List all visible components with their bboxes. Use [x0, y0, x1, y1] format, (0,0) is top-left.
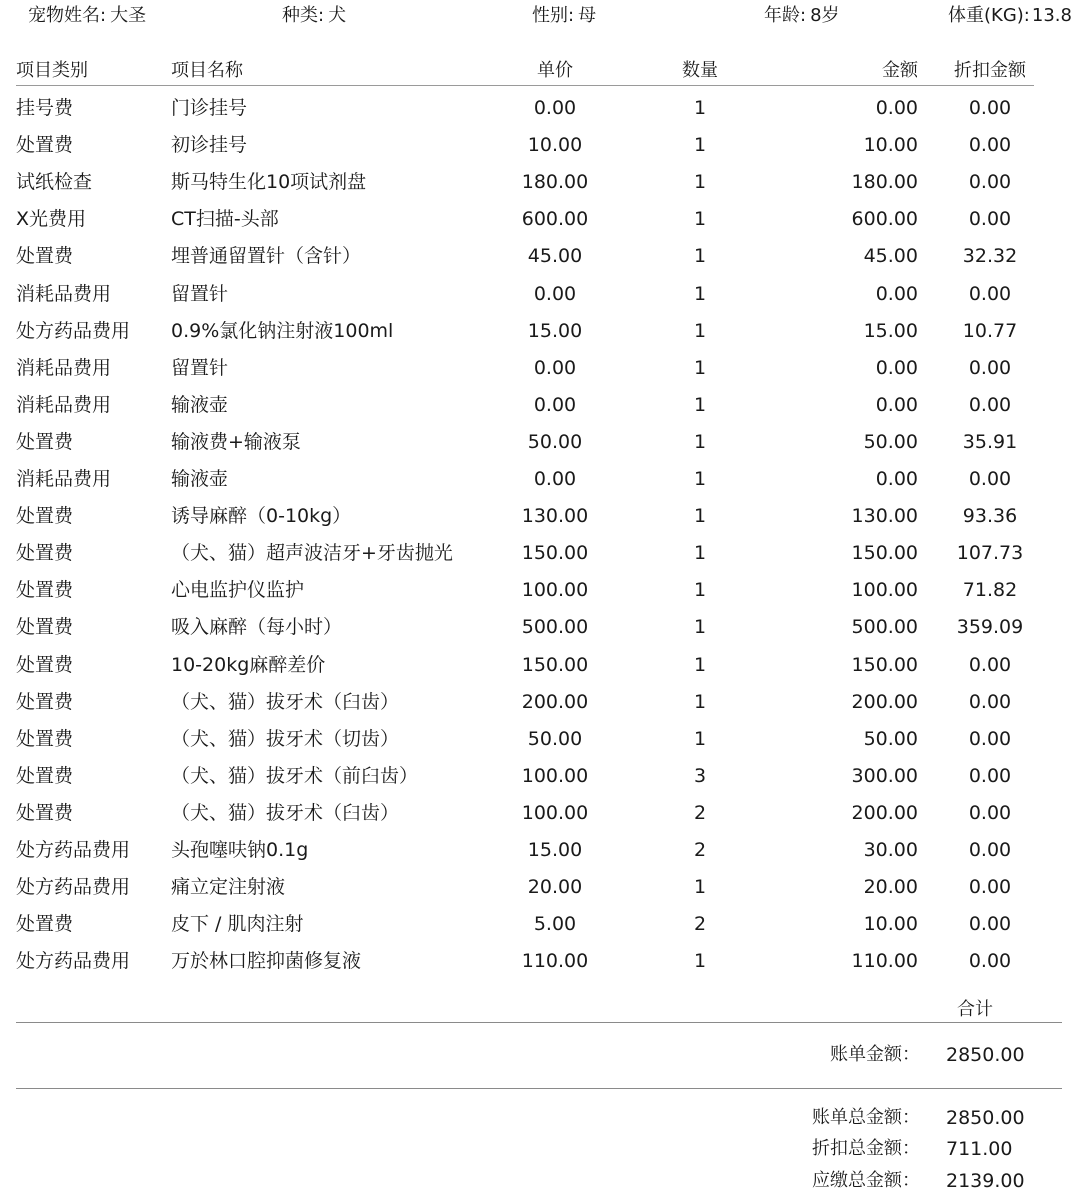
row-discount: 0.00 — [968, 727, 1012, 750]
row-discount: 0.00 — [968, 282, 1012, 305]
row-category: 消耗品费用 — [16, 468, 112, 490]
row-amount: 110.00 — [851, 950, 918, 973]
row-item-name: 0.9%氯化钠注射液100ml — [171, 319, 394, 342]
row-unit-price: 15.00 — [527, 319, 583, 342]
table-row — [0, 757, 1080, 794]
row-quantity: 1 — [693, 468, 707, 490]
row-quantity: 1 — [693, 579, 707, 602]
row-category: 处置费 — [16, 913, 74, 936]
row-amount: 150.00 — [851, 542, 918, 565]
table-row — [0, 720, 1080, 757]
row-discount: 0.00 — [968, 801, 1012, 824]
payable-total-label: 应缴总金额： — [812, 1170, 920, 1191]
payable-total-value: 2139.00 — [946, 1170, 1025, 1192]
row-amount: 130.00 — [851, 505, 918, 528]
table-row — [0, 831, 1080, 868]
species-value: 犬 — [328, 5, 347, 26]
row-quantity: 1 — [693, 208, 707, 231]
row-amount: 150.00 — [851, 653, 918, 676]
row-discount: 32.32 — [962, 245, 1018, 268]
row-quantity: 1 — [693, 430, 707, 453]
row-item-name: 输液费+输液泵 — [171, 430, 301, 453]
row-amount: 10.00 — [863, 913, 918, 936]
bill-total-label: 账单总金额： — [812, 1107, 920, 1128]
row-item-name: （犬、猫）拔牙术（前臼齿） — [171, 764, 419, 787]
row-category: 消耗品费用 — [16, 393, 112, 416]
row-unit-price: 10.00 — [527, 134, 583, 157]
row-item-name: 心电监护仪监护 — [171, 579, 305, 602]
column-header-category: 项目类别 — [16, 60, 88, 81]
row-item-name: （犬、猫）拔牙术（臼齿） — [171, 690, 400, 713]
row-amount: 200.00 — [851, 801, 918, 824]
row-unit-price: 600.00 — [521, 208, 589, 231]
table-row — [0, 571, 1080, 608]
row-discount: 0.00 — [968, 393, 1012, 416]
row-item-name: 痛立定注射液 — [171, 876, 286, 899]
row-item-name: 吸入麻醉（每小时） — [171, 616, 343, 639]
row-discount: 359.09 — [956, 616, 1024, 639]
row-discount: 0.00 — [968, 839, 1012, 861]
row-quantity: 1 — [693, 97, 707, 119]
row-item-name: 埋普通留置针（含针） — [171, 245, 362, 268]
row-amount: 0.00 — [875, 282, 918, 305]
row-unit-price: 100.00 — [521, 764, 589, 787]
row-discount: 0.00 — [968, 653, 1012, 676]
row-discount: 71.82 — [962, 579, 1018, 602]
column-header-discount: 折扣金额 — [954, 60, 1026, 81]
row-quantity: 1 — [693, 727, 707, 750]
row-discount: 0.00 — [968, 913, 1012, 936]
row-category: 消耗品费用 — [16, 282, 112, 305]
row-item-name: （犬、猫）超声波洁牙+牙齿抛光 — [171, 542, 453, 565]
species-field — [282, 3, 346, 29]
row-amount: 100.00 — [851, 579, 918, 602]
row-discount: 0.00 — [968, 356, 1012, 379]
row-discount: 0.00 — [968, 208, 1012, 231]
table-row — [0, 89, 1080, 126]
row-category: 处置费 — [16, 653, 74, 676]
row-category: 处置费 — [16, 616, 74, 639]
age-field — [764, 3, 840, 29]
row-amount: 0.00 — [875, 468, 918, 490]
row-quantity: 1 — [693, 134, 707, 157]
row-item-name: 诱导麻醉（0-10kg） — [171, 505, 352, 528]
row-amount: 0.00 — [875, 356, 918, 379]
row-item-name: 万於林口腔抑菌修复液 — [171, 950, 362, 973]
row-quantity: 1 — [693, 356, 707, 379]
row-unit-price: 15.00 — [527, 839, 583, 861]
discount-total-label: 折扣总金额： — [812, 1138, 920, 1159]
row-amount: 0.00 — [875, 393, 918, 416]
row-quantity: 1 — [693, 393, 707, 416]
row-discount: 10.77 — [962, 319, 1018, 342]
totals-divider — [16, 1088, 1062, 1089]
row-quantity: 2 — [693, 913, 707, 936]
column-header-unit-price: 单价 — [537, 60, 573, 81]
row-item-name: 门诊挂号 — [171, 97, 248, 119]
row-quantity: 1 — [693, 690, 707, 713]
table-row — [0, 386, 1080, 423]
row-quantity: 1 — [693, 282, 707, 305]
row-discount: 0.00 — [968, 468, 1012, 490]
row-unit-price: 45.00 — [527, 245, 583, 268]
row-quantity: 3 — [693, 764, 707, 787]
row-quantity: 1 — [693, 653, 707, 676]
row-amount: 0.00 — [875, 97, 918, 119]
row-item-name: CT扫描-头部 — [171, 208, 279, 231]
row-unit-price: 20.00 — [527, 876, 583, 899]
weight-value: 13.8 — [1031, 5, 1072, 26]
row-discount: 0.00 — [968, 764, 1012, 787]
weight-label: 体重(KG): — [948, 5, 1030, 26]
bill-amount-label: 账单金额： — [830, 1044, 920, 1065]
row-unit-price: 0.00 — [533, 356, 577, 379]
table-row — [0, 275, 1080, 312]
row-quantity: 2 — [693, 839, 707, 861]
row-item-name: 留置针 — [171, 356, 229, 379]
species-label: 种类: — [282, 5, 325, 26]
age-label: 年龄: — [764, 5, 807, 26]
table-row — [0, 312, 1080, 349]
row-category: 处方药品费用 — [16, 950, 131, 973]
table-row — [0, 683, 1080, 720]
row-quantity: 1 — [693, 171, 707, 194]
row-quantity: 1 — [693, 505, 707, 528]
bill-amount-value: 2850.00 — [946, 1044, 1025, 1066]
row-category: 试纸检查 — [16, 171, 93, 194]
pet-name-label: 宠物姓名: — [28, 5, 107, 26]
row-category: 处置费 — [16, 579, 74, 602]
row-category: 处置费 — [16, 245, 74, 268]
row-unit-price: 500.00 — [521, 616, 589, 639]
row-amount: 50.00 — [863, 727, 918, 750]
weight-field — [948, 3, 1072, 29]
row-category: 处方药品费用 — [16, 839, 131, 861]
bill-total-value: 2850.00 — [946, 1107, 1025, 1129]
subtotal-label: 合计 — [957, 999, 993, 1020]
row-item-name: （犬、猫）拔牙术（臼齿） — [171, 801, 400, 824]
row-amount: 180.00 — [851, 171, 918, 194]
age-value: 8岁 — [810, 5, 840, 26]
table-row — [0, 534, 1080, 571]
row-item-name: 皮下 / 肌肉注射 — [171, 913, 304, 936]
row-unit-price: 100.00 — [521, 801, 589, 824]
row-discount: 0.00 — [968, 690, 1012, 713]
column-header-amount: 金额 — [882, 60, 918, 81]
row-category: 处置费 — [16, 430, 74, 453]
row-amount: 600.00 — [851, 208, 918, 231]
column-header-quantity: 数量 — [682, 60, 718, 81]
row-quantity: 1 — [693, 319, 707, 342]
row-unit-price: 5.00 — [533, 913, 577, 936]
row-quantity: 1 — [693, 245, 707, 268]
row-category: 挂号费 — [16, 97, 74, 119]
table-row — [0, 200, 1080, 237]
row-quantity: 1 — [693, 950, 707, 973]
table-row — [0, 349, 1080, 386]
sex-field — [532, 3, 596, 29]
row-unit-price: 50.00 — [527, 430, 583, 453]
row-category: X光费用 — [16, 208, 87, 231]
row-item-name: 输液壶 — [171, 393, 229, 416]
row-unit-price: 0.00 — [533, 468, 577, 490]
row-amount: 20.00 — [863, 876, 918, 899]
row-amount: 10.00 — [863, 134, 918, 157]
row-category: 处置费 — [16, 542, 74, 565]
row-item-name: 10-20kg麻醉差价 — [171, 653, 326, 676]
table-row — [0, 460, 1080, 497]
row-amount: 15.00 — [863, 319, 918, 342]
table-row — [0, 646, 1080, 683]
row-amount: 200.00 — [851, 690, 918, 713]
row-unit-price: 150.00 — [521, 653, 589, 676]
row-item-name: 输液壶 — [171, 468, 229, 490]
row-discount: 0.00 — [968, 950, 1012, 973]
row-category: 处置费 — [16, 690, 74, 713]
discount-total-value: 711.00 — [946, 1138, 1013, 1160]
row-unit-price: 0.00 — [533, 97, 577, 119]
row-unit-price: 0.00 — [533, 393, 577, 416]
row-unit-price: 200.00 — [521, 690, 589, 713]
sex-value: 母 — [578, 5, 597, 26]
row-item-name: 留置针 — [171, 282, 229, 305]
subtotal-divider — [16, 1022, 1062, 1023]
row-category: 处方药品费用 — [16, 319, 131, 342]
row-item-name: 斯马特生化10项试剂盘 — [171, 171, 367, 194]
row-amount: 300.00 — [851, 764, 918, 787]
row-category: 处置费 — [16, 134, 74, 157]
row-discount: 0.00 — [968, 134, 1012, 157]
row-discount: 93.36 — [962, 505, 1018, 528]
table-row — [0, 163, 1080, 200]
row-unit-price: 130.00 — [521, 505, 589, 528]
table-row — [0, 942, 1080, 979]
row-category: 处置费 — [16, 764, 74, 787]
row-discount: 0.00 — [968, 876, 1012, 899]
row-quantity: 2 — [693, 801, 707, 824]
row-quantity: 1 — [693, 616, 707, 639]
row-item-name: 头孢噻呋钠0.1g — [171, 839, 309, 861]
row-discount: 107.73 — [956, 542, 1024, 565]
row-item-name: （犬、猫）拔牙术（切齿） — [171, 727, 400, 750]
row-unit-price: 0.00 — [533, 282, 577, 305]
table-row — [0, 794, 1080, 831]
row-item-name: 初诊挂号 — [171, 134, 248, 157]
pet-name-field — [28, 3, 146, 29]
row-unit-price: 180.00 — [521, 171, 589, 194]
sex-label: 性别: — [532, 5, 575, 26]
row-amount: 45.00 — [863, 245, 918, 268]
row-discount: 0.00 — [968, 171, 1012, 194]
table-row — [0, 905, 1080, 942]
table-row — [0, 423, 1080, 460]
row-amount: 50.00 — [863, 430, 918, 453]
row-discount: 35.91 — [962, 430, 1018, 453]
row-category: 处置费 — [16, 505, 74, 528]
row-category: 消耗品费用 — [16, 356, 112, 379]
row-unit-price: 50.00 — [527, 727, 583, 750]
table-row — [0, 868, 1080, 905]
table-row — [0, 237, 1080, 274]
row-amount: 500.00 — [851, 616, 918, 639]
row-category: 处置费 — [16, 801, 74, 824]
row-unit-price: 110.00 — [521, 950, 589, 973]
pet-name-value: 大圣 — [110, 5, 147, 26]
table-row — [0, 608, 1080, 645]
table-row — [0, 126, 1080, 163]
row-discount: 0.00 — [968, 97, 1012, 119]
row-quantity: 1 — [693, 876, 707, 899]
header-divider — [16, 85, 1034, 86]
column-header-name: 项目名称 — [171, 60, 243, 81]
row-quantity: 1 — [693, 542, 707, 565]
row-amount: 30.00 — [863, 839, 918, 861]
row-unit-price: 100.00 — [521, 579, 589, 602]
row-category: 处置费 — [16, 727, 74, 750]
row-unit-price: 150.00 — [521, 542, 589, 565]
table-row — [0, 497, 1080, 534]
row-category: 处方药品费用 — [16, 876, 131, 899]
